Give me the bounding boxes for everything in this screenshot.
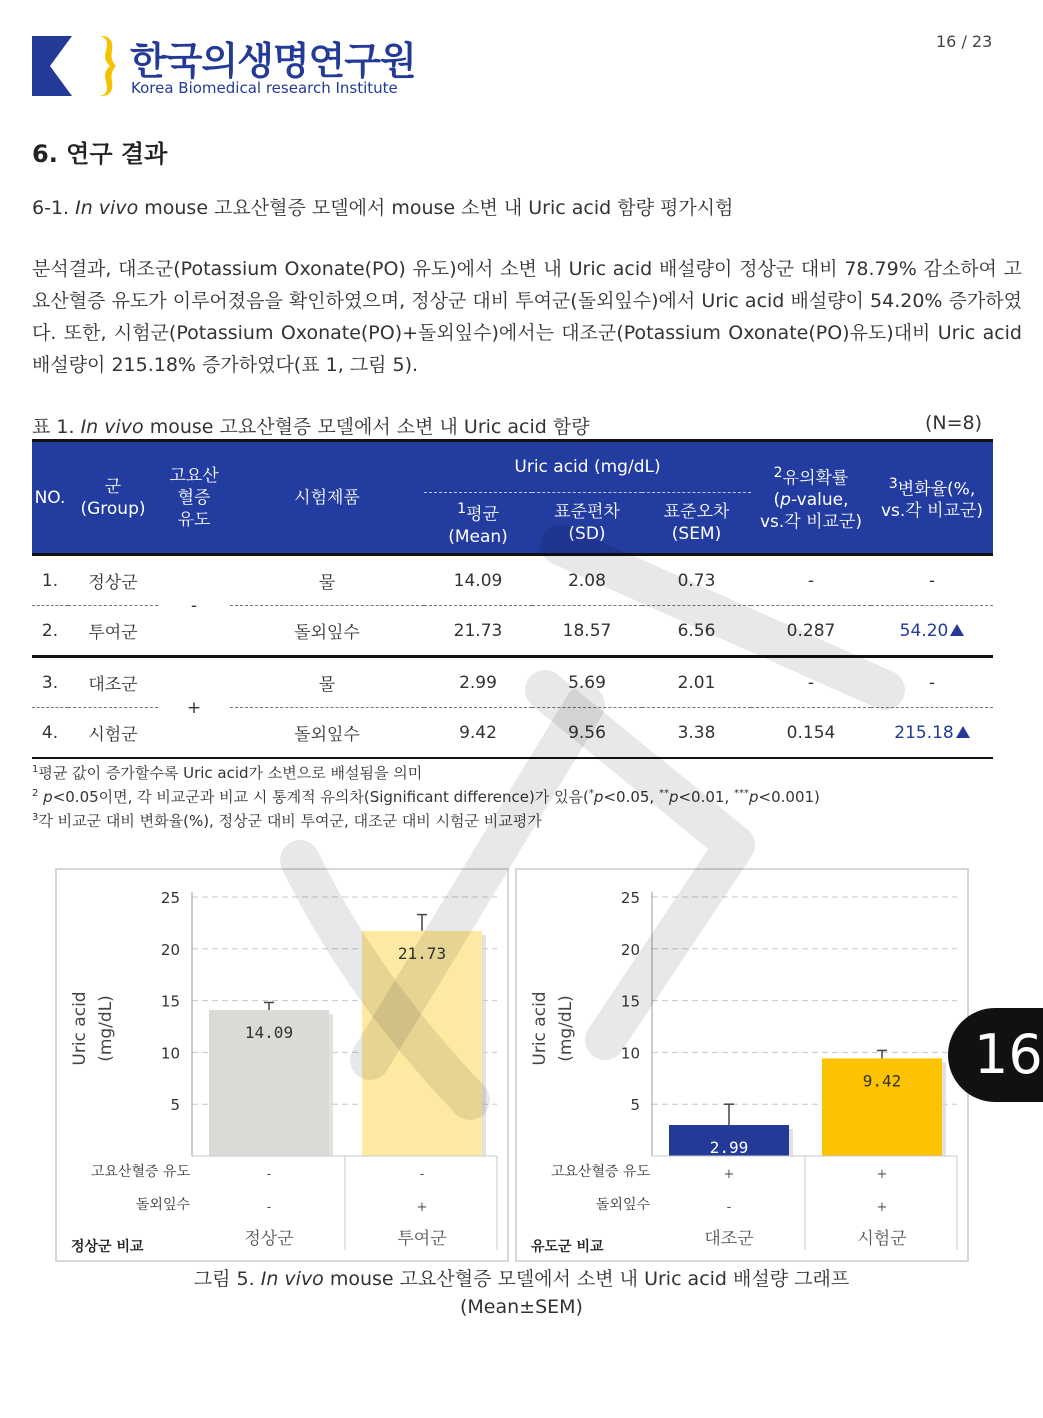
y-tick-label: 5 [630,1096,640,1115]
comparison-label: 유도군 비교 [531,1239,604,1255]
footnote-3: $^3$각 비교군 대비 변화율(%), 정상군 대비 투여군, 대조군 대비 시험군 비교평가 [32,812,542,830]
header-sem: 표준오차 (SEM) [642,493,751,555]
cell-sd: 9.56 [568,722,606,743]
cell-no: 3. [32,657,68,708]
section-title: 6. 연구 결과 [32,140,168,168]
cell-group: 투여군 [88,623,138,643]
cell-induction: + [158,657,230,759]
cell-product: 물 [230,657,424,708]
cell-product: 물 [230,555,424,606]
y-tick-label: 10 [620,1044,640,1063]
header-product: 시험제품 [230,441,424,555]
condition-label: 고요산혈증 유도 [550,1164,650,1180]
figure-caption: 그림 5. In vivo mouse 고요산혈증 모델에서 소변 내 Uric acid 배설량 그래프 (Mean±SEM) [193,1268,850,1318]
y-tick-label: 5 [170,1096,180,1115]
y-axis-label: Uric acid [530,991,550,1066]
cell-p-value: 0.287 [786,620,836,641]
category-label: 대조군 [704,1229,754,1249]
y-tick-label: 25 [620,889,640,907]
y-axis-label: Uric acid [70,991,90,1066]
category-label: 정상군 [244,1229,294,1249]
condition-value: + [723,1167,735,1182]
cell-no: 4. [41,722,59,743]
condition-value: - [726,1200,732,1215]
chart-panel-normal [55,868,509,1262]
cell-mean: 2.99 [424,657,532,708]
bar-chart-induced [517,870,967,1260]
header-uric-acid: Uric acid (mg/dL) [424,441,751,493]
page-indicator: 16 / 23 [936,32,993,51]
condition-value: + [876,1167,888,1182]
condition-value: - [266,1167,272,1182]
condition-value: + [416,1200,428,1215]
institute-logo-icon [32,36,116,96]
cell-sem: 3.38 [677,722,716,743]
page-side-tab: 16 [948,1008,1043,1102]
condition-label: 고요산혈증 유도 [90,1164,190,1180]
table-caption: 표 1. In vivo mouse 고요산혈증 모델에서 소변 내 Uric acid 함량 [32,416,590,438]
results-paragraph: 분석결과, 대조군(Potassium Oxonate(PO) 유도)에서 소변 내 Uric acid 배설량이 정상군 대비 78.79% 감소하여 고요산혈증 유도가 이루어졌음을 확인하였으며, 정상군 대비 투여군(돌외잎수)에서 Uric acid 배설량이 54.20% 증가하였다. 또한, 시험군(Potassium Oxonate(PO)+돌외잎수)에서는 대조군(Potassium Oxonate(PO)유도)대비 Uric acid 배설량이 215.18% 증가하였다(표 1, 그림 5). [32,258,1022,376]
cell-sem: 0.73 [642,555,751,606]
condition-label: 돌외잎수 [135,1197,190,1213]
cell-sem: 6.56 [677,620,716,641]
bar-chart-normal [57,870,507,1260]
org-name-english: Korea Biomedical research Institute [131,79,398,97]
category-label: 시험군 [857,1229,907,1249]
subsection-title: 6-1. In vivo mouse 고요산혈증 모델에서 mouse 소변 내 Uric acid 함량 평가시험 [32,197,734,219]
y-tick-label: 20 [620,940,640,959]
cell-no: 2. [41,620,59,641]
table-row [32,555,993,606]
y-tick-label: 10 [160,1044,180,1063]
cell-sd: 2.08 [532,555,642,606]
data-label: 14.09 [244,1023,294,1043]
footnote-1: $^1$평균 값이 증가할수록 Uric acid가 소변으로 배설됨을 의미 [32,764,423,782]
y-tick-label: 25 [160,889,180,907]
y-axis-unit: (mg/dL) [556,995,576,1062]
cell-group: 시험군 [88,725,138,745]
y-tick-label: 20 [160,940,180,959]
header-change-rate: $^3$변화율(%, vs.각 비교군) [871,441,993,555]
sample-size-label: (N=8) [925,412,983,434]
cell-change: - [871,657,993,708]
table-header [32,441,993,555]
y-tick-label: 15 [620,992,640,1011]
increase-triangle-icon [956,726,970,738]
increase-triangle-icon [950,624,964,636]
header-mean: $^1$평균 (Mean) [424,493,532,555]
cell-change: 54.20 [871,606,993,657]
y-axis-unit: (mg/dL) [96,995,116,1062]
condition-value: - [266,1200,272,1215]
cell-group: 정상군 [68,555,158,606]
results-table [32,439,993,759]
header-group: 군 (Group) [68,441,158,555]
header-no: NO. [32,441,68,555]
cell-sd: 5.69 [532,657,642,708]
cell-group: 대조군 [68,657,158,708]
cell-change: - [871,555,993,606]
header-sd: 표준편차 (SD) [532,493,642,555]
bar [362,931,482,1156]
cell-product: 돌외잎수 [294,623,360,643]
cell-p-value: 0.154 [786,722,836,743]
header-p-value: $^2$유의확률 (p-value, vs.각 비교군) [751,441,871,555]
cell-change: 215.18 [871,708,993,759]
cell-p-value: - [751,657,871,708]
cell-sd: 18.57 [562,620,612,641]
cell-product: 돌외잎수 [294,725,360,745]
cell-mean: 14.09 [424,555,532,606]
table-row [32,657,993,708]
comparison-label: 정상군 비교 [71,1239,144,1255]
cell-no: 1. [32,555,68,606]
chart-panel-induced [515,868,969,1262]
header-induction: 고요산 혈증 유도 [158,441,230,555]
cell-mean: 21.73 [453,620,503,641]
org-name-korean: 한국의생명연구원 [130,39,416,83]
cell-sem: 2.01 [642,657,751,708]
data-label: 21.73 [397,943,447,963]
condition-label: 돌외잎수 [595,1197,650,1213]
cell-p-value: - [751,555,871,606]
category-label: 투여군 [397,1229,447,1249]
condition-value: + [876,1200,888,1215]
condition-value: - [419,1167,425,1182]
y-tick-label: 15 [160,992,180,1011]
footnote-2: $^2$ p<0.05이면, 각 비교군과 비교 시 통계적 유의차(Significant difference)가 있음(*p<0.05, **p<0.01, ***p<0.001) [32,788,820,806]
cell-induction: - [158,555,230,657]
data-label: 2.99 [709,1138,749,1158]
cell-mean: 9.42 [459,722,497,743]
data-label: 9.42 [862,1071,902,1091]
